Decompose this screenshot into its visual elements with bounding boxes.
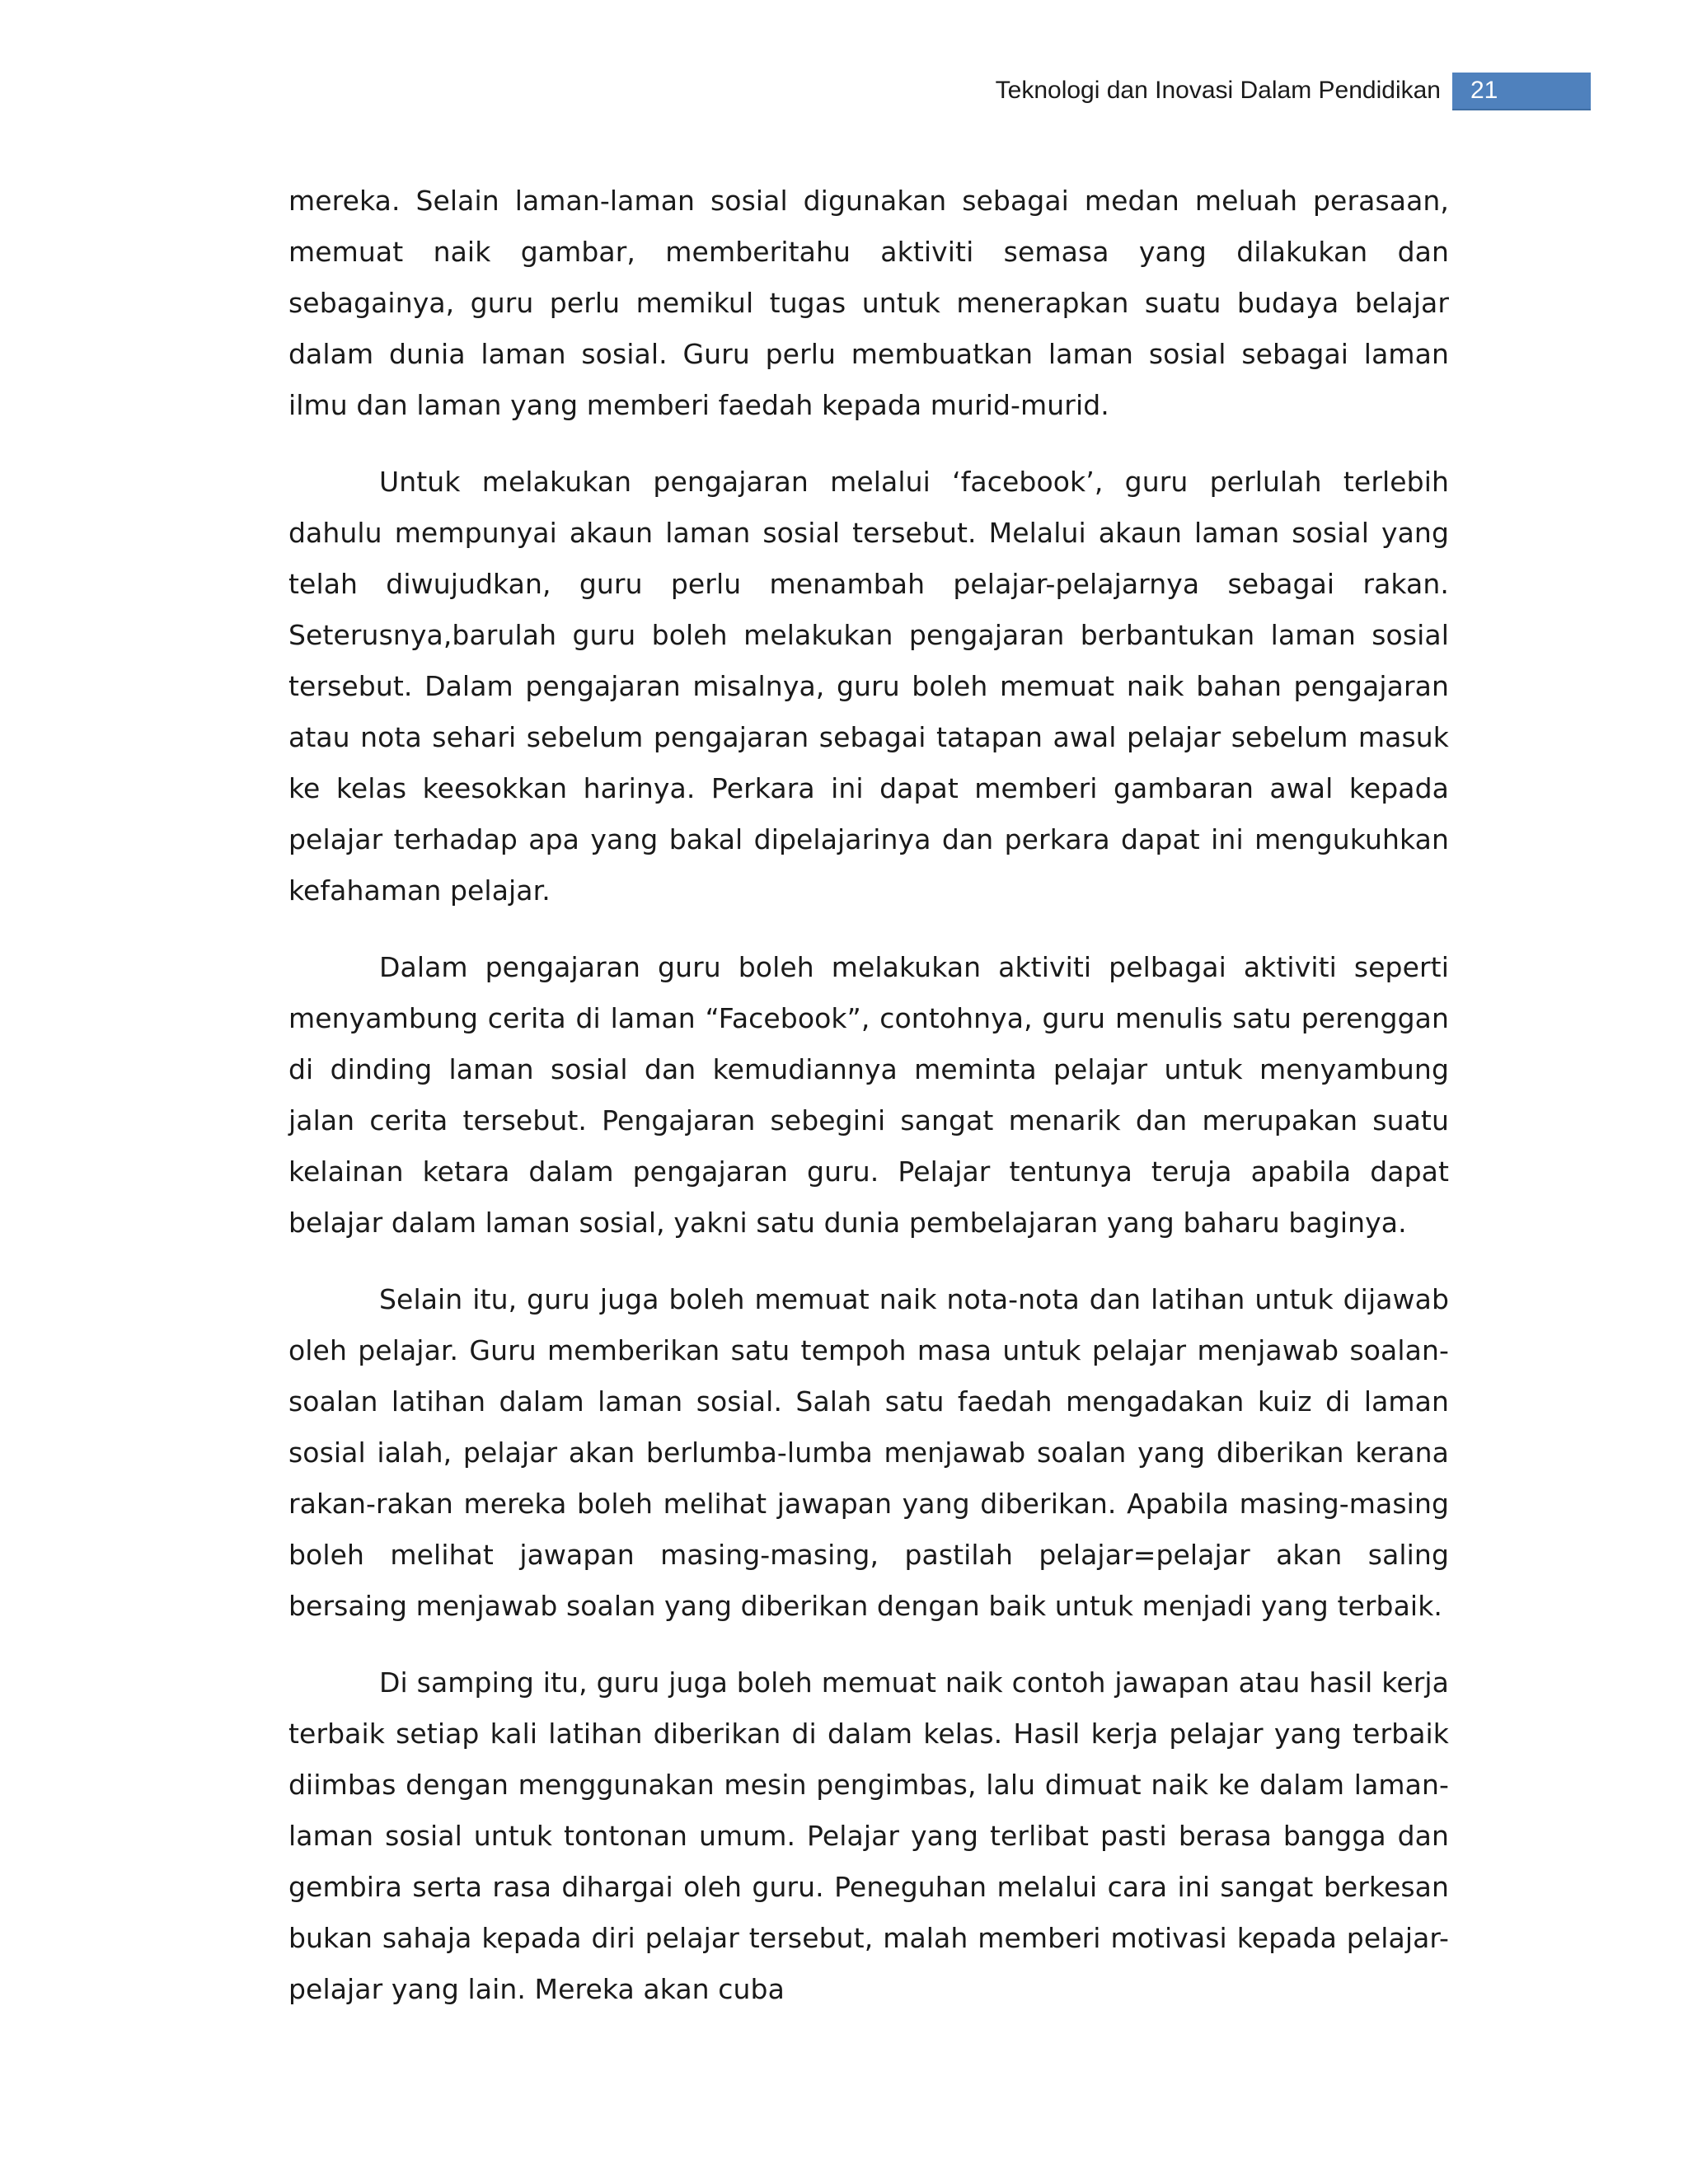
paragraph-story-activity: Dalam pengajaran guru boleh melakukan aktiviti pelbagai aktiviti seperti menyambung cerita di laman “Facebook”, contohnya, guru menulis satu perenggan di dinding laman sosial dan kemudiannya meminta pelajar untuk menyambung jalan cerita tersebut. Pengajaran sebegini sangat menarik dan merupakan suatu kelainan ketara dalam pengajaran guru. Pelajar tentunya teruja apabila dapat belajar dalam laman sosial, yakni satu dunia pembelajaran yang baharu baginya.: [288, 951, 1449, 1239]
page-number: 21: [1470, 77, 1498, 104]
paragraph-best-work: Di samping itu, guru juga boleh memuat naik contoh jawapan atau hasil kerja terbaik setiap kali latihan diberikan di dalam kelas. Hasil kerja pelajar yang terbaik diimbas dengan menggunakan mesin pengimbas, lalu dimuat naik ke dalam laman-laman sosial untuk tontonan umum. Pelajar yang terlibat pasti berasa bangga dan gembira serta rasa dihargai oleh guru. Peneguhan melalui cara ini sangat berkesan bukan sahaja kepada diri pelajar tersebut, malah memberi motivasi kepada pelajar-pelajar yang lain. Mereka akan cuba: [288, 1666, 1449, 2005]
paragraph-notes-quiz: Selain itu, guru juga boleh memuat naik nota-nota dan latihan untuk dijawab oleh pelajar. Guru memberikan satu tempoh masa untuk pelajar menjawab soalan-soalan latihan dalam laman sosial. Salah satu faedah mengadakan kuiz di laman sosial ialah, pelajar akan berlumba-lumba menjawab soalan yang diberikan kerana rakan-rakan mereka boleh melihat jawapan yang diberikan. Apabila masing-masing boleh melihat jawapan masing-masing, pastilah pelajar=pelajar akan saling bersaing menjawab soalan yang diberikan dengan baik untuk menjadi yang terbaik.: [288, 1283, 1449, 1622]
page-header: [0, 73, 1688, 112]
body-text: [288, 176, 1449, 2041]
page-number-box: [1452, 73, 1591, 110]
paragraph-continued: mereka. Selain laman-laman sosial digunakan sebagai medan meluah perasaan, memuat naik gambar, memberitahu aktiviti semasa yang dilakukan dan sebagainya, guru perlu memikul tugas untuk menerapkan suatu budaya belajar dalam dunia laman sosial. Guru perlu membuatkan laman sosial sebagai laman ilmu dan laman yang memberi faedah kepada murid-murid.: [288, 185, 1449, 421]
running-header-title: Teknologi dan Inovasi Dalam Pendidikan: [995, 77, 1441, 104]
paragraph-facebook-teaching: Untuk melakukan pengajaran melalui ‘facebook’, guru perlulah terlebih dahulu mempunyai akaun laman sosial tersebut. Melalui akaun laman sosial yang telah diwujudkan, guru perlu menambah pelajar-pelajarnya sebagai rakan. Seterusnya,barulah guru boleh melakukan pengajaran berbantukan laman sosial tersebut. Dalam pengajaran misalnya, guru boleh memuat naik bahan pengajaran atau nota sehari sebelum pengajaran sebagai tatapan awal pelajar sebelum masuk ke kelas keesokkan harinya. Perkara ini dapat memberi gambaran awal kepada pelajar terhadap apa yang bakal dipelajarinya dan perkara dapat ini mengukuhkan kefahaman pelajar.: [288, 466, 1449, 907]
